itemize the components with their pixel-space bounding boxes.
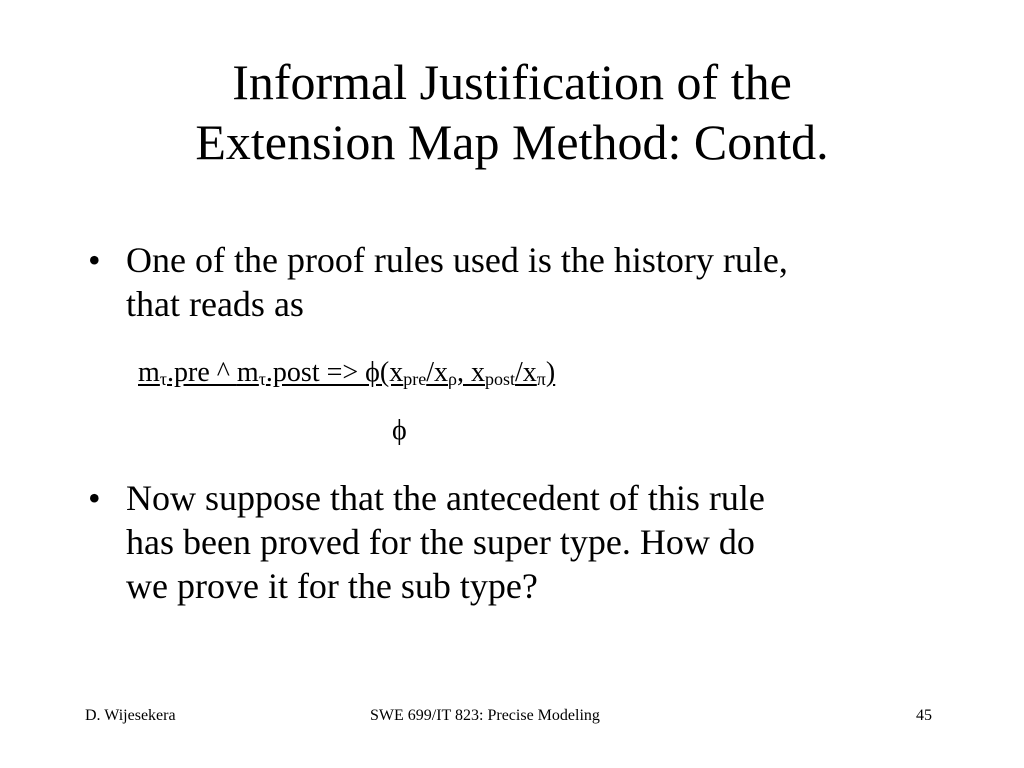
slide-title-line-1: Informal Justification of the: [232, 54, 792, 110]
footer-course: SWE 699/IT 823: Precise Modeling: [370, 707, 600, 724]
bullet-line: Now suppose that the antecedent of this rule: [126, 478, 765, 518]
formula-text: m: [236, 357, 259, 388]
formula-subscript: ρ: [448, 369, 457, 389]
formula-subscript: τ: [258, 369, 266, 389]
bullet-marker: •: [88, 478, 101, 518]
bullet-line: has been proved for the super type. How do: [126, 522, 755, 562]
slide-title-line-2: Extension Map Method: Contd.: [195, 114, 829, 170]
formula-text: .pre ^: [167, 357, 237, 388]
formula-text: /x: [426, 357, 449, 388]
bullet-line: we prove it for the sub type?: [126, 566, 538, 606]
formula-subscript: π: [536, 369, 546, 389]
bullet-line: that reads as: [126, 284, 304, 324]
footer-page-number: 45: [916, 707, 932, 724]
slide-title: [40, 52, 984, 172]
formula-text: , x: [457, 357, 485, 388]
history-rule-conclusion: ϕ: [392, 415, 407, 446]
bullet-marker: •: [88, 240, 101, 280]
bullet-text: [126, 476, 996, 608]
history-rule-premise: [138, 356, 555, 390]
formula-subscript: τ: [159, 369, 168, 389]
footer-author: D. Wijesekera: [85, 707, 176, 724]
formula-subscript: post: [485, 369, 516, 389]
bullet-text: [126, 238, 996, 326]
formula-text: .post => ϕ(x: [265, 357, 404, 388]
formula-subscript: pre: [403, 369, 427, 389]
formula-text: /x: [515, 357, 537, 388]
bullet-line: One of the proof rules used is the history rule,: [126, 240, 788, 280]
formula-text: ): [545, 357, 556, 388]
formula-text: m: [138, 357, 160, 388]
